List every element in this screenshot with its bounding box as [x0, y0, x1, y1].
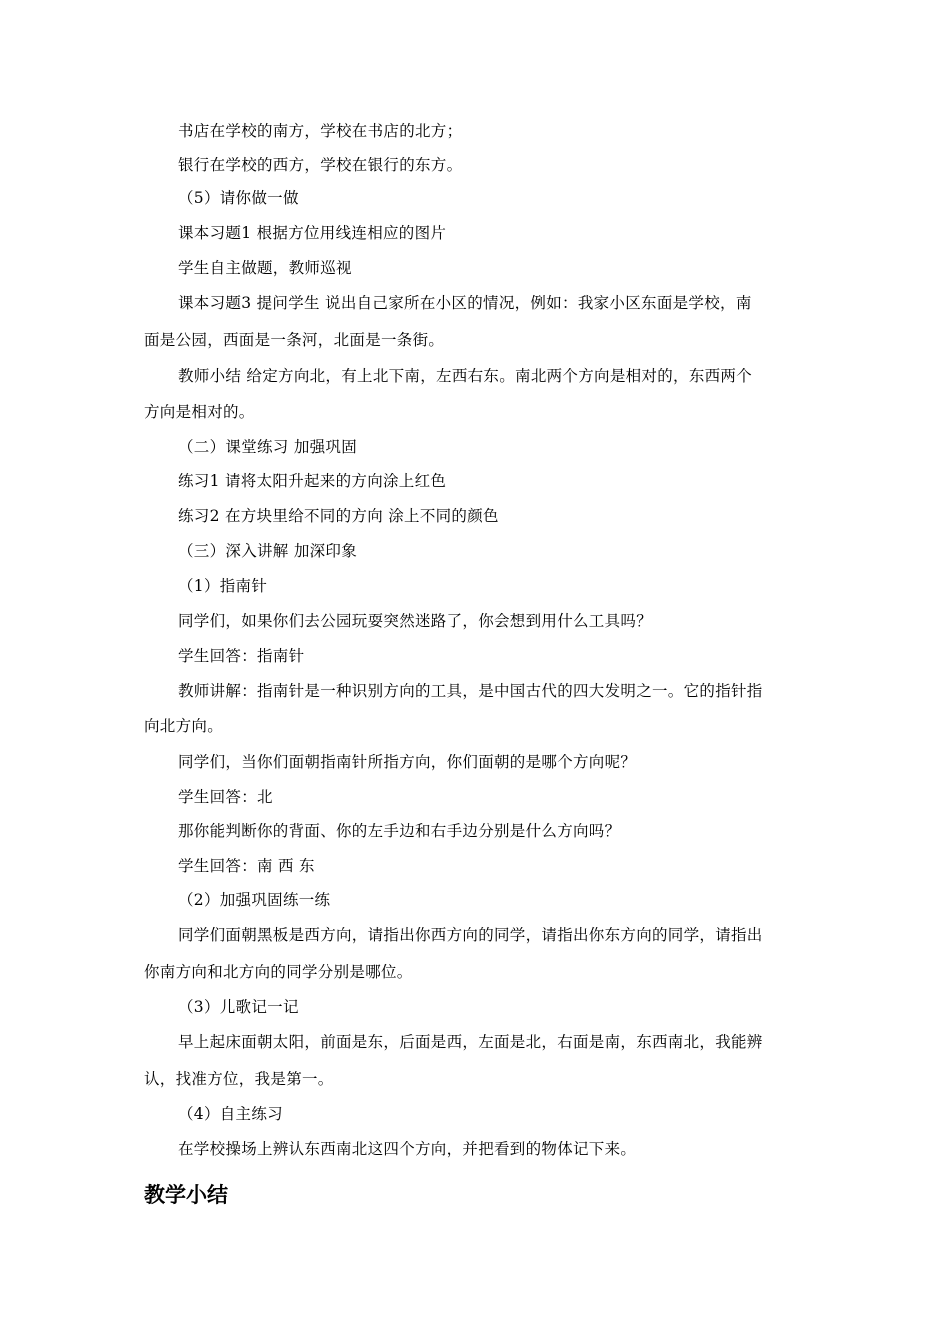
paragraph-line: 课本习题3 提问学生 说出自己家所在小区的情况，例如：我家小区东面是学校，南 [178, 294, 752, 312]
paragraph-line: 向北方向。 [144, 717, 224, 735]
paragraph-line: 教师小结 给定方向北，有上北下南，左西右东。南北两个方向是相对的，东西两个 [178, 367, 753, 385]
paragraph-line: 同学们，当你们面朝指南针所指方向，你们面朝的是哪个方向呢？ [178, 753, 637, 771]
paragraph-line: 学生回答：南 西 东 [178, 857, 315, 875]
paragraph-line: 你南方向和北方向的同学分别是哪位。 [144, 963, 413, 981]
paragraph-line: 面是公园，西面是一条河，北面是一条街。 [144, 331, 445, 349]
section-title: （3）儿歌记一记 [178, 998, 299, 1016]
paragraph-line: 学生自主做题，教师巡视 [178, 259, 352, 277]
section-title: （2）加强巩固练一练 [178, 891, 331, 909]
section-title: （1）指南针 [178, 577, 268, 595]
paragraph-line: 方向是相对的。 [144, 403, 255, 421]
paragraph-line: 认，找准方位，我是第一。 [144, 1070, 334, 1088]
section-title: （二）课堂练习 加强巩固 [178, 438, 358, 456]
section-heading: 教学小结 [144, 1183, 228, 1207]
section-title: （4）自主练习 [178, 1105, 283, 1123]
section-title: （5）请你做一做 [178, 189, 299, 207]
paragraph-line: 同学们面朝黑板是西方向，请指出你西方向的同学，请指出你东方向的同学，请指出 [178, 926, 763, 944]
paragraph-line: 练习1 请将太阳升起来的方向涂上红色 [178, 472, 447, 490]
paragraph-line: 那你能判断你的背面、你的左手边和右手边分别是什么方向吗？ [178, 822, 621, 840]
paragraph-line: 在学校操场上辨认东西南北这四个方向，并把看到的物体记下来。 [178, 1140, 637, 1158]
paragraph-line: 教师讲解：指南针是一种识别方向的工具，是中国古代的四大发明之一。它的指针指 [178, 682, 763, 700]
paragraph-line: 学生回答：北 [178, 788, 273, 806]
paragraph-line: 学生回答：指南针 [178, 647, 305, 665]
paragraph-line: 同学们，如果你们去公园玩耍突然迷路了，你会想到用什么工具吗？ [178, 612, 653, 630]
paragraph-line: 书店在学校的南方，学校在书店的北方； [178, 122, 463, 140]
paragraph-line: 早上起床面朝太阳，前面是东，后面是西，左面是北，右面是南，东西南北，我能辨 [178, 1033, 763, 1051]
section-title: （三）深入讲解 加深印象 [178, 542, 358, 560]
paragraph-line: 课本习题1 根据方位用线连相应的图片 [178, 224, 447, 242]
paragraph-line: 练习2 在方块里给不同的方向 涂上不同的颜色 [178, 507, 499, 525]
paragraph-line: 银行在学校的西方，学校在银行的东方。 [178, 156, 463, 174]
